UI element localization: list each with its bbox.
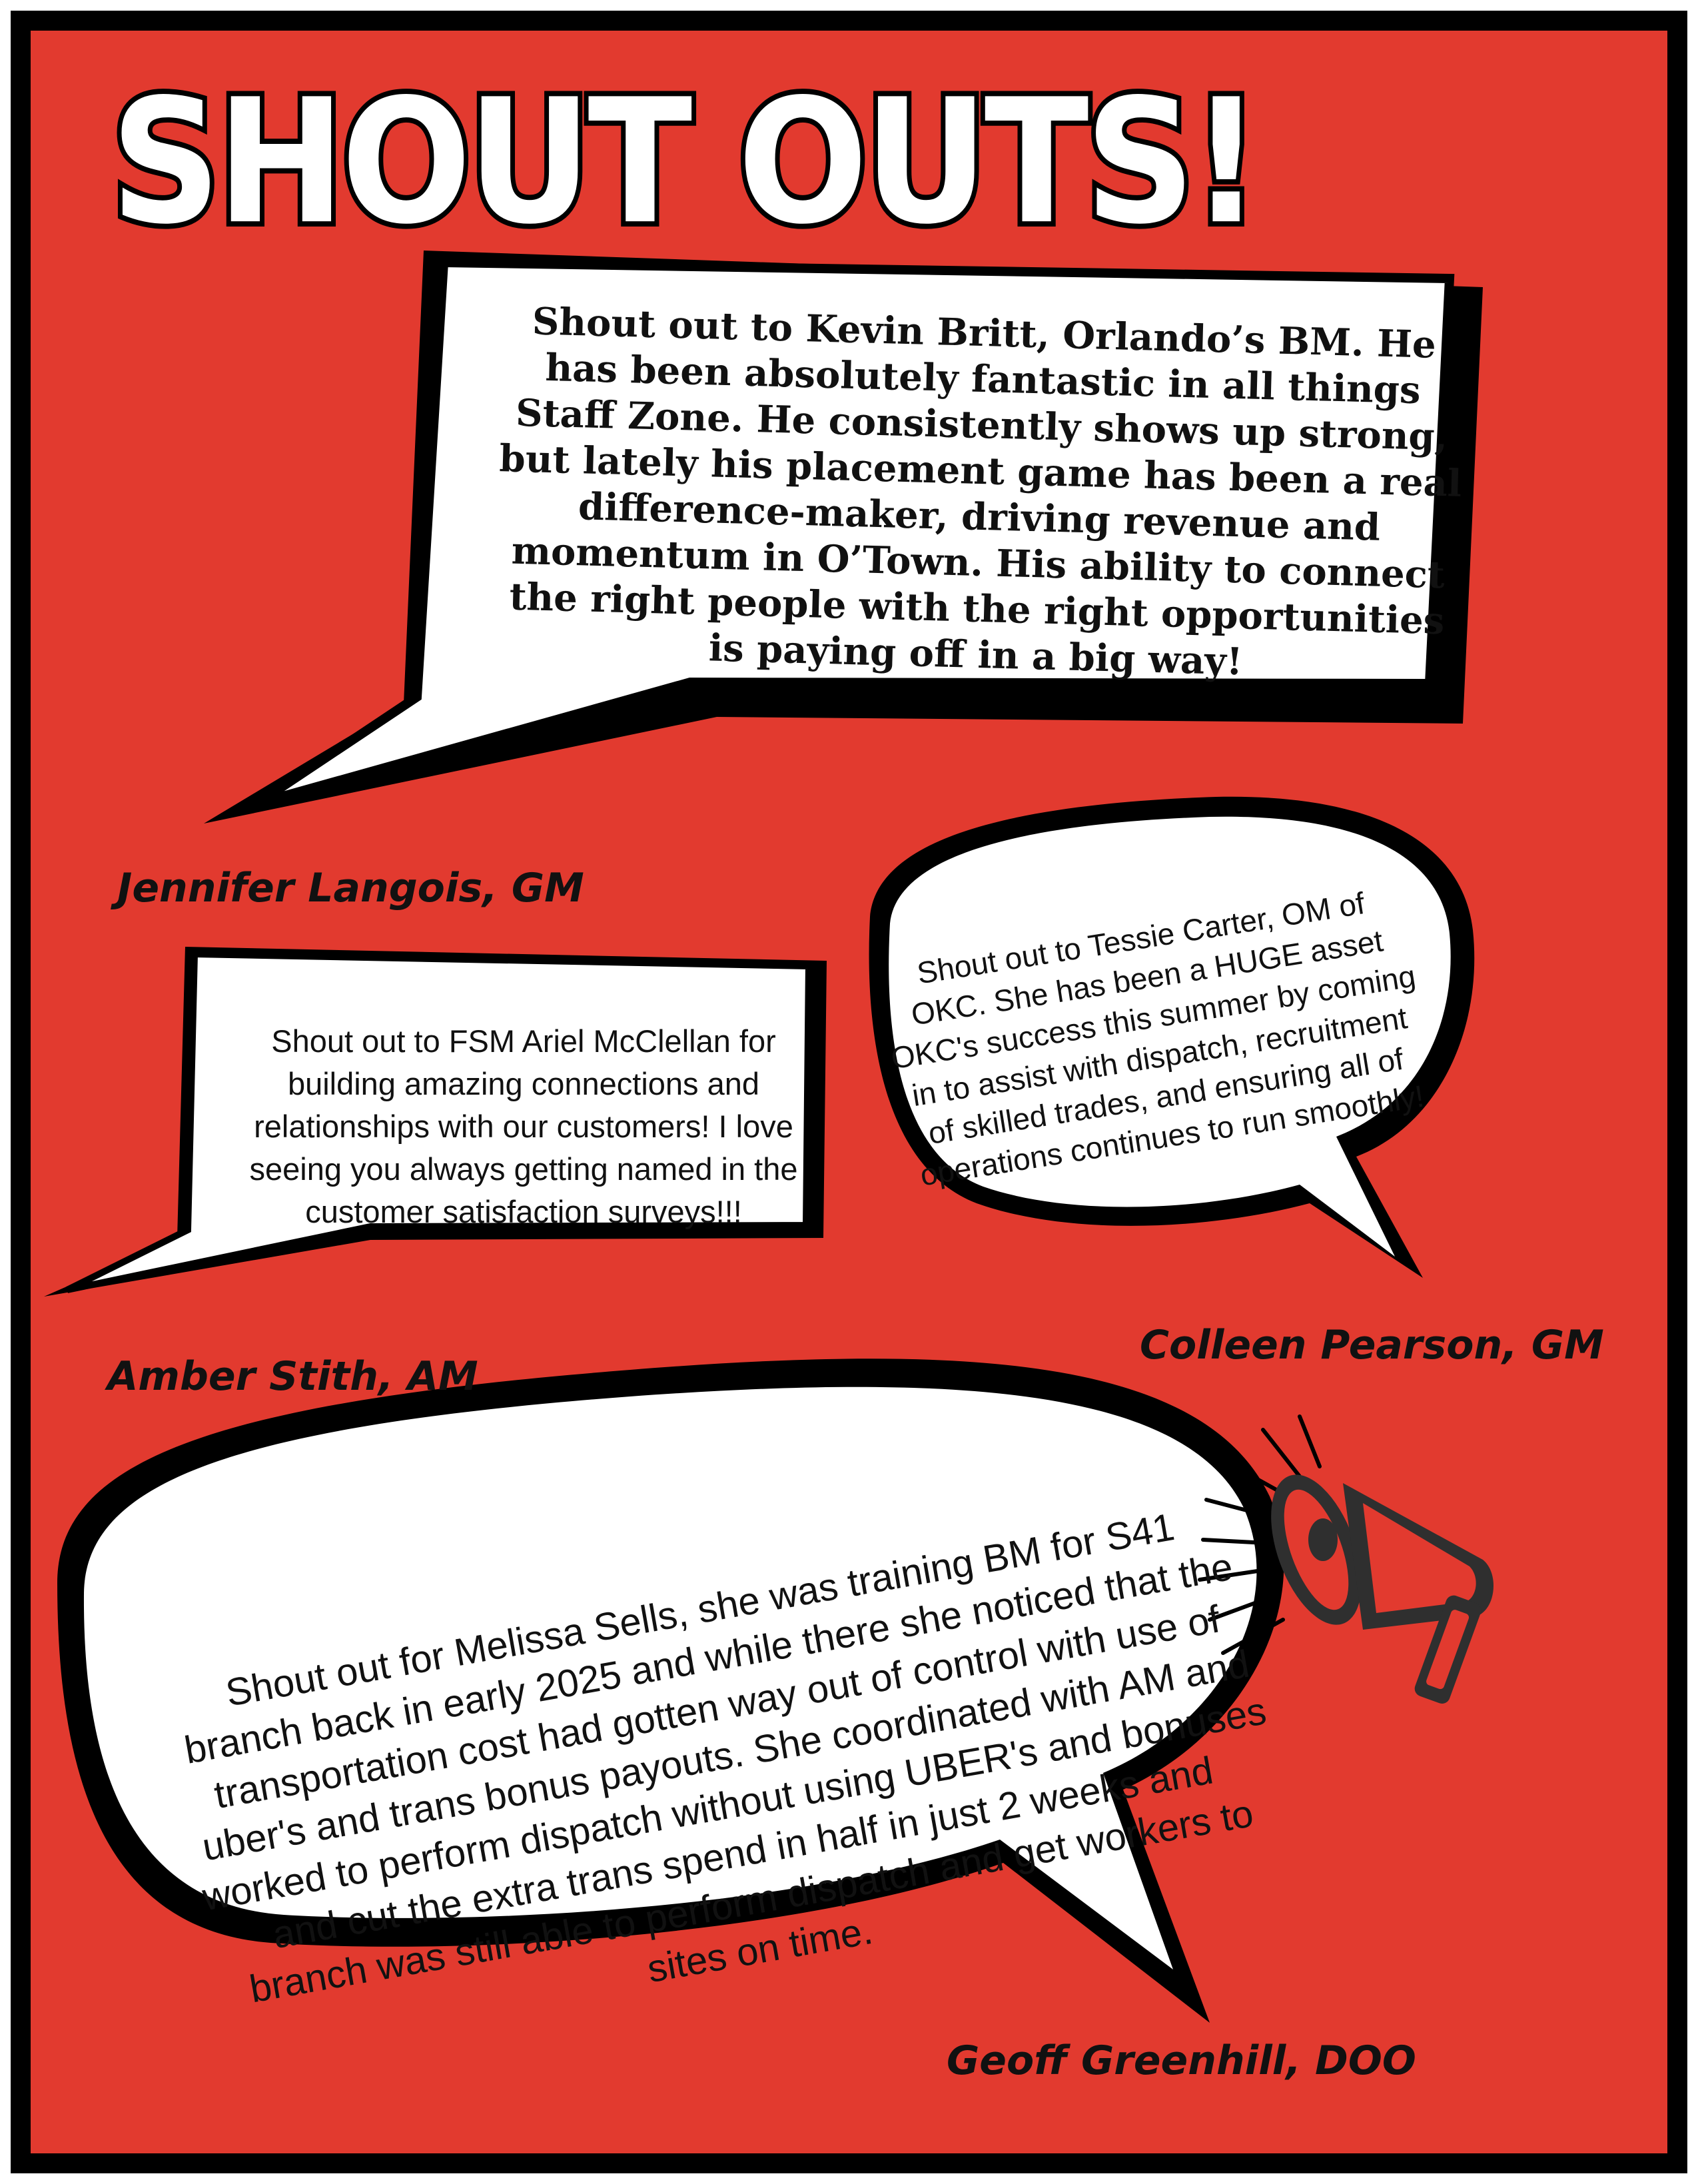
- shoutout-text-2: Shout out to FSM Ariel McClellan for building amazing connections and relationships with our customers! I love seeing you always getting named in the customer satisfaction surveys!!!: [249, 1023, 798, 1229]
- poster: [31, 31, 1667, 2153]
- shoutout-author-3: Colleen Pearson, GM: [1140, 1322, 1604, 1368]
- shoutout-author-1: Jennifer Langois, GM: [117, 865, 584, 911]
- shoutout-author-2: Amber Stith, AM: [107, 1353, 478, 1400]
- shoutout-text-4: Shout out for Melissa Sells, she was training BM for S41 branch back in early 2025 and while there she noticed that the transportation cost had gotten way out of control with use of uber's and trans bonus payouts. She coordinated with AM and worked to perform dispatch without using UBER's and bonuses and cut the extra trans spend in half in just 2 weeks and branch was still able to perform dispatch and get workers to sites on time.: [181, 1505, 1270, 2011]
- page-title: SHOUT OUTS!: [111, 63, 1258, 263]
- shoutout-author-4: Geoff Greenhill, DOO: [947, 2037, 1416, 2084]
- shoutout-text-3: Shout out to Tessie Carter, OM of OKC. She has been a HUGE asset OKC's success this summer by coming in to assist with dispatch, recruitment of skilled trades, and ensuring all of operations continues to run smoothly!: [889, 885, 1427, 1193]
- shoutout-text-1: Shout out to Kevin Britt, Orlando’s BM. He has been absolutely fantastic in all things Staff Zone. He consistently shows up strong, but lately his placement game has been a real difference-maker, driving revenue and momentum in O’Town. His ability to connect the right people with the right opportunities is paying off in a big way!: [498, 299, 1463, 684]
